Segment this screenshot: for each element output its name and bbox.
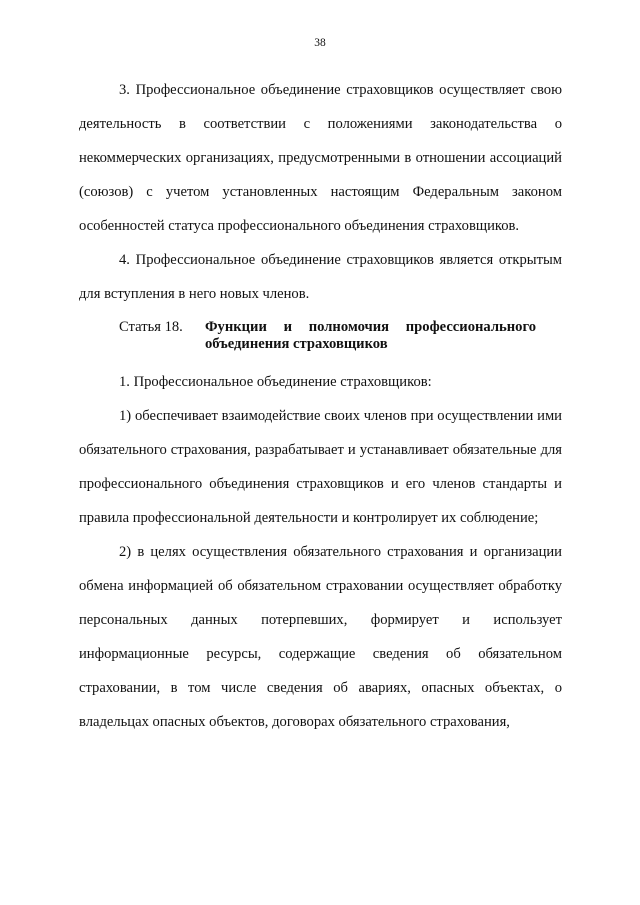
paragraph-4: 4. Профессиональное объединение страховщиков является открытым для вступления в него новых членов.: [79, 252, 562, 302]
paragraph-3: 3. Профессиональное объединение страховщиков осуществляет свою деятельность в соответствии с положениями законодательства о некоммерческих организациях, предусмотренными в отношении ассоциаций (союзов) с учетом установленных настоящим Федеральным законом особенностей статуса профессионального объединения страховщиков.: [79, 82, 562, 234]
paragraph-item-1: 1) обеспечивает взаимодействие своих членов при осуществлении ими обязательного страхования, разрабатывает и устанавливает обязательные для профессионального объединения страховщиков и его членов стандарты и правила профессиональной деятельности и контролирует их соблюдение;: [79, 408, 562, 526]
article-title: Функции и полномочия профессионального объединения страховщиков: [205, 319, 536, 352]
document-body: [79, 73, 562, 739]
article-number: Статья 18.: [119, 319, 183, 335]
paragraph-article-1: 1. Профессиональное объединение страховщиков:: [119, 374, 432, 390]
paragraph-item-2: 2) в целях осуществления обязательного страхования и организации обмена информацией об обязательном страховании осуществляет обработку персональных данных потерпевших, формирует и использует информационные ресурсы, содержащие сведения об обязательном страховании, в том числе сведения об авариях, опасных объектах, о владельцах опасных объектов, договорах обязательного страхования,: [79, 544, 562, 730]
page-number: 38: [314, 37, 326, 49]
article-heading: [79, 311, 562, 353]
